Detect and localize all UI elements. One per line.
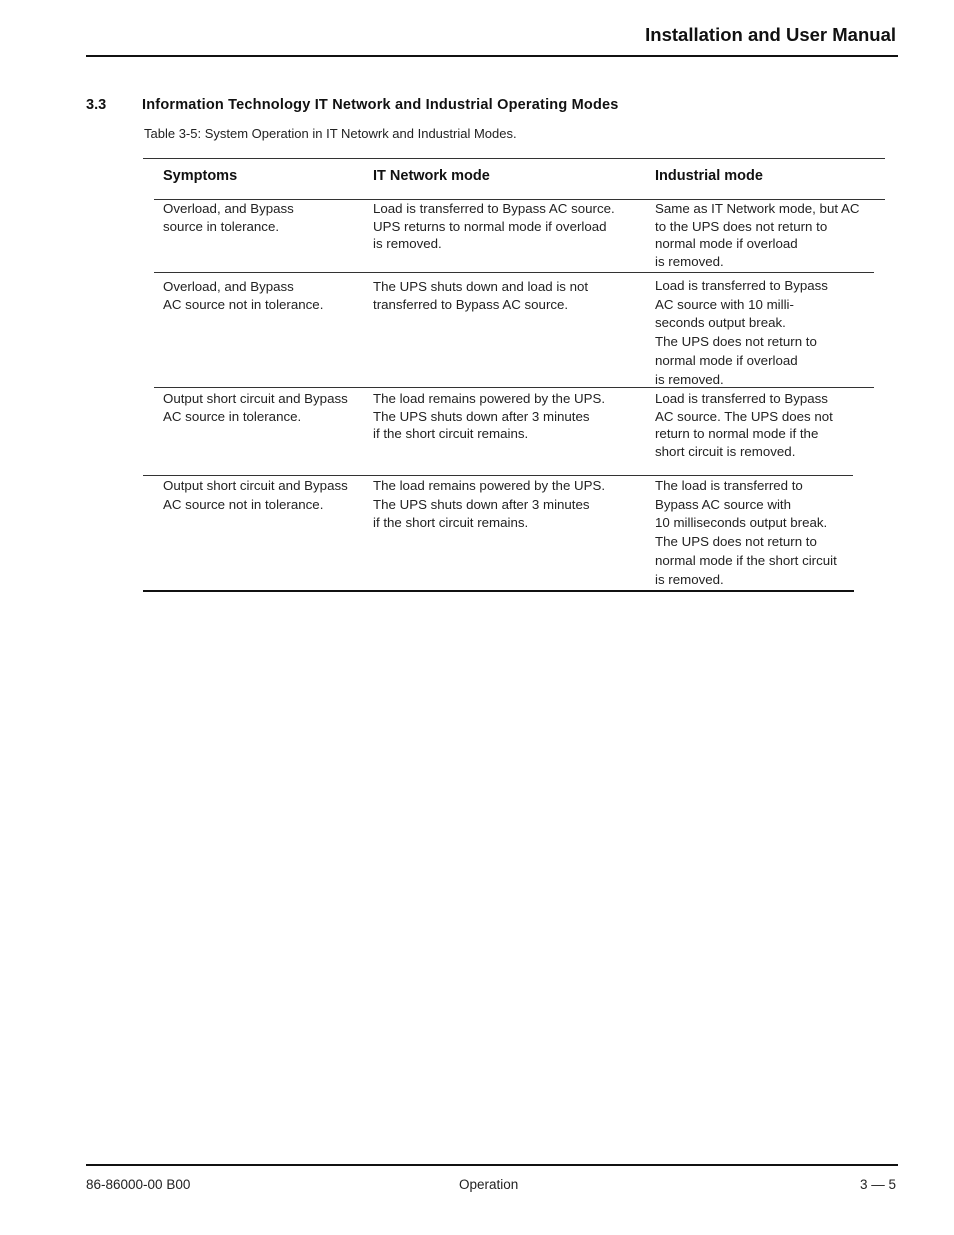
cell-it-network: The load remains powered by the UPS. The UPS shuts down after 3 minutes if the short circuit remains. <box>373 391 606 441</box>
footer-rule <box>86 1164 898 1166</box>
column-header-symptoms: Symptoms <box>163 168 238 184</box>
table-caption: Table 3-5: System Operation in IT Netowrk and Industrial Modes. <box>144 126 517 141</box>
cell-it-network: Load is transferred to Bypass AC source. UPS returns to normal mode if overload is removed. <box>373 201 615 251</box>
cell-symptom: Overload, and Bypass AC source not in tolerance. <box>163 279 324 312</box>
row-divider <box>154 387 874 388</box>
cell-industrial: Same as IT Network mode, but AC to the UPS does not return to normal mode if overload is removed. <box>655 201 860 269</box>
chapter-name: Operation <box>459 1177 519 1192</box>
column-header-it-network-mode: IT Network mode <box>373 168 490 184</box>
header-rule <box>86 55 898 57</box>
cell-industrial: The load is transferred to Bypass AC source with 10 milliseconds output break. The UPS does not return to normal mode if the short circuit is removed. <box>655 478 837 587</box>
cell-it-network: The UPS shuts down and load is not transferred to Bypass AC source. <box>373 279 589 312</box>
cell-symptom: Overload, and Bypass source in tolerance. <box>163 201 294 234</box>
row-divider <box>143 475 853 476</box>
table-top-rule <box>143 158 885 159</box>
section-number: 3.3 <box>86 97 107 113</box>
cell-it-network: The load remains powered by the UPS. The UPS shuts down after 3 minutes if the short circuit remains. <box>373 478 606 531</box>
cell-symptom: Output short circuit and Bypass AC source in tolerance. <box>163 391 348 424</box>
running-header-title: Installation and User Manual <box>645 24 896 45</box>
cell-industrial: Load is transferred to Bypass AC source with 10 milli- seconds output break. The UPS does not return to normal mode if overload is removed. <box>655 278 828 387</box>
row-divider <box>154 272 874 273</box>
table-bottom-rule <box>143 590 854 592</box>
section-title: Information Technology IT Network and Industrial Operating Modes <box>142 97 619 113</box>
cell-industrial: Load is transferred to Bypass AC source. The UPS does not return to normal mode if the short circuit is removed. <box>655 391 833 459</box>
document-number: 86-86000-00 B00 <box>86 1177 191 1192</box>
cell-symptom: Output short circuit and Bypass AC source not in tolerance. <box>163 478 348 512</box>
page-number: 3 — 5 <box>859 1177 896 1192</box>
column-header-industrial-mode: Industrial mode <box>655 168 763 184</box>
